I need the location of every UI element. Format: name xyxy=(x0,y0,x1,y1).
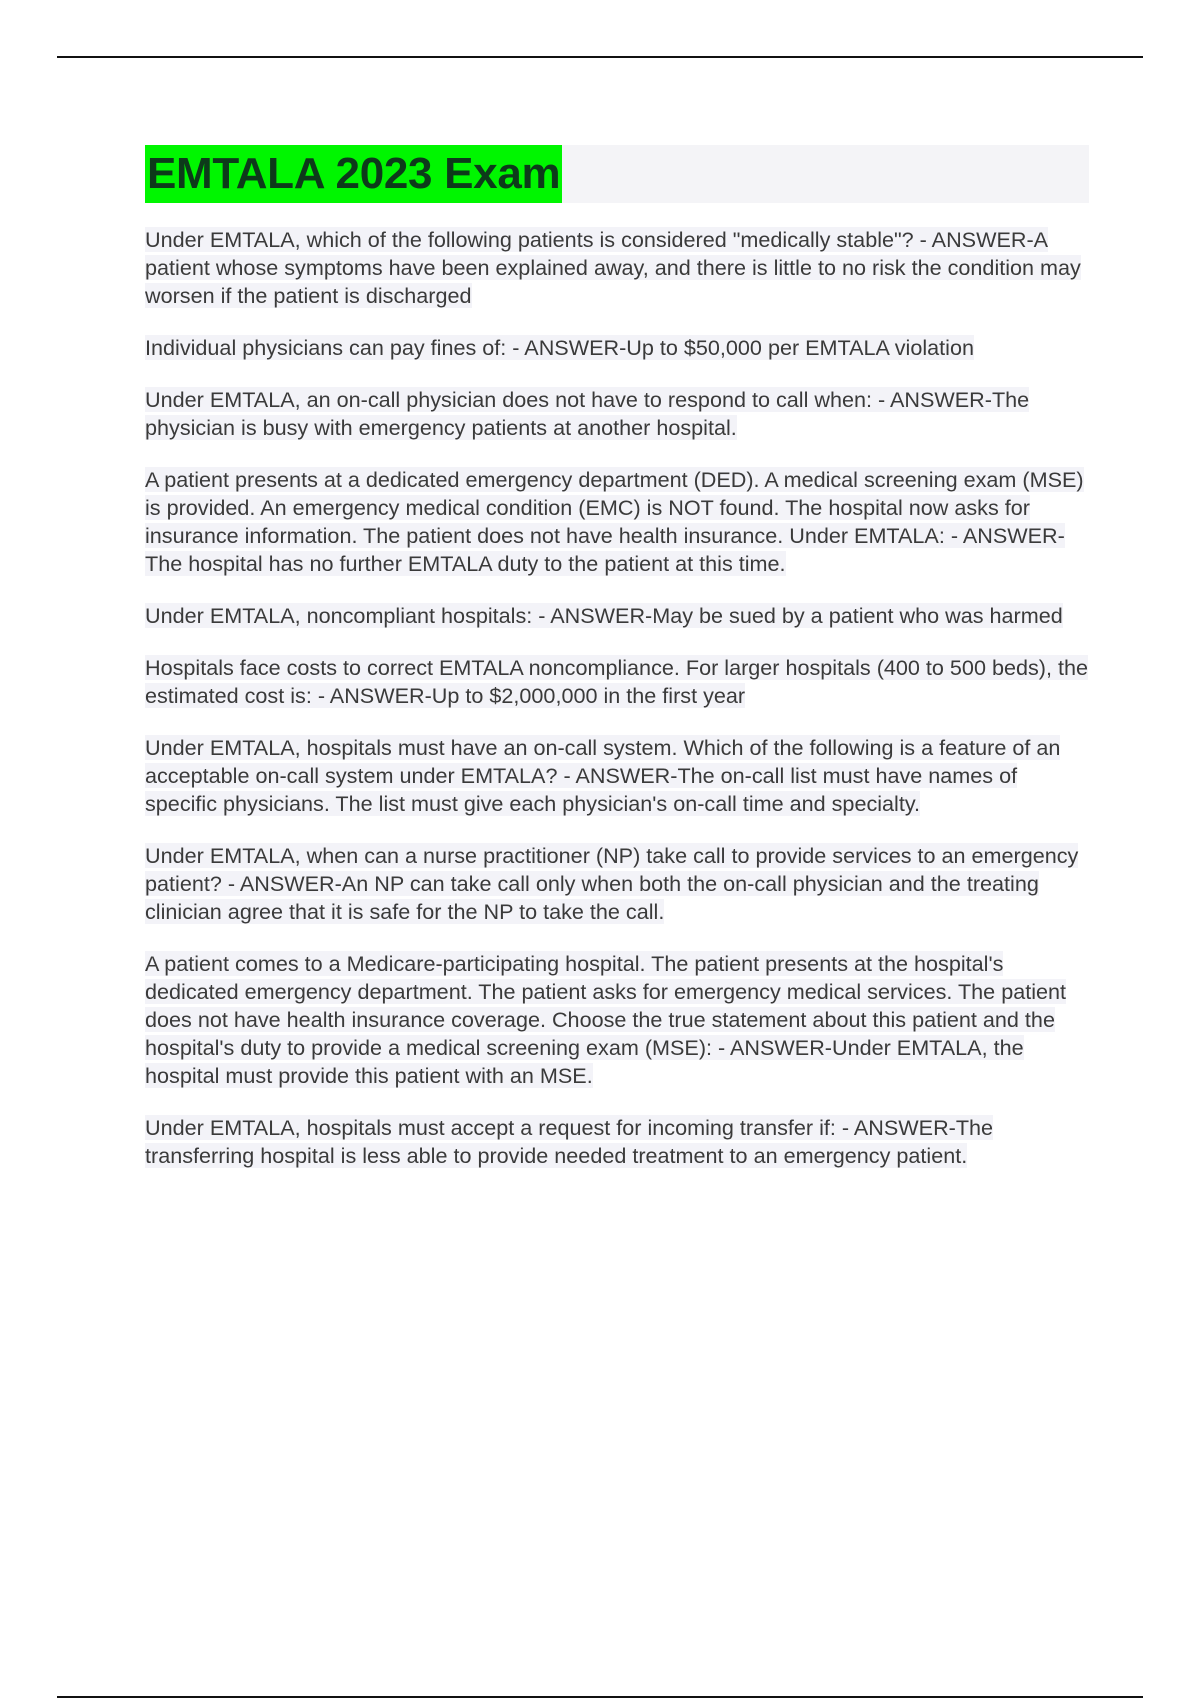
qa-item xyxy=(145,334,1095,362)
qa-item xyxy=(145,734,1095,818)
qa-text: Under EMTALA, hospitals must accept a request for incoming transfer if: - ANSWER-The transferring hospital is less able to provide needed treatment to an emergency patient. xyxy=(145,1115,994,1168)
qa-text: A patient presents at a dedicated emergency department (DED). A medical screening exam (MSE) is provided. An emergency medical condition (EMC) is NOT found. The hospital now asks for insurance information. The patient does not have health insurance. Under EMTALA: - ANSWER-The hospital has no further EMTALA duty to the patient at this time. xyxy=(145,467,1084,576)
qa-item xyxy=(145,386,1095,442)
qa-text: A patient comes to a Medicare-participating hospital. The patient presents at the hospital's dedicated emergency department. The patient asks for emergency medical services. The patient does not have health insurance coverage. Choose the true statement about this patient and the hospital's duty to provide a medical screening exam (MSE): - ANSWER-Under EMTALA, the hospital must provide this patient with an MSE. xyxy=(145,951,1067,1088)
qa-text: Under EMTALA, which of the following patients is considered "medically stable"? - ANSWER-A patient whose symptoms have been explained away, and there is little to no risk the condition may worsen if the patient is discharged xyxy=(145,227,1081,308)
top-divider xyxy=(57,56,1143,58)
qa-text: Under EMTALA, noncompliant hospitals: - ANSWER-May be sued by a patient who was harmed xyxy=(145,603,1063,628)
qa-item xyxy=(145,466,1095,578)
qa-item xyxy=(145,226,1095,310)
qa-item xyxy=(145,950,1095,1090)
qa-item xyxy=(145,1114,1095,1170)
qa-item xyxy=(145,602,1095,630)
qa-text: Under EMTALA, hospitals must have an on-call system. Which of the following is a feature of an acceptable on-call system under EMTALA? - ANSWER-The on-call list must have names of specific physicians. The list must give each physician's on-call time and specialty. xyxy=(145,735,1061,816)
qa-list xyxy=(145,226,1095,1194)
document-title: EMTALA 2023 Exam xyxy=(145,145,562,203)
qa-text: Under EMTALA, an on-call physician does not have to respond to call when: - ANSWER-The physician is busy with emergency patients at another hospital. xyxy=(145,387,1030,440)
qa-text: Under EMTALA, when can a nurse practitioner (NP) take call to provide services to an emergency patient? - ANSWER-An NP can take call only when both the on-call physician and the treating clinician agree that it is safe for the NP to take the call. xyxy=(145,843,1079,924)
bottom-divider xyxy=(57,1696,1143,1698)
qa-item xyxy=(145,842,1095,926)
qa-item xyxy=(145,654,1095,710)
qa-text: Individual physicians can pay fines of: - ANSWER-Up to $50,000 per EMTALA violation xyxy=(145,335,974,360)
qa-text: Hospitals face costs to correct EMTALA noncompliance. For larger hospitals (400 to 500 beds), the estimated cost is: - ANSWER-Up to $2,000,000 in the first year xyxy=(145,655,1088,708)
